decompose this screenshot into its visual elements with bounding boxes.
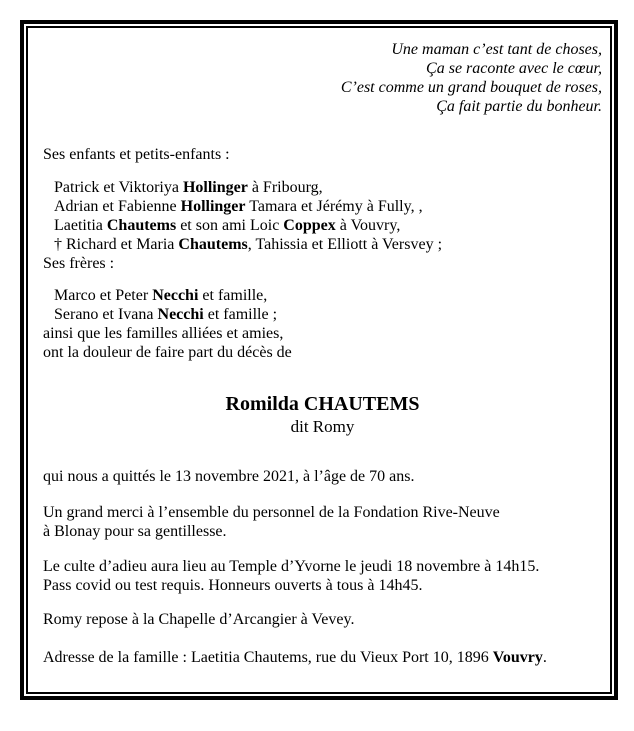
funeral-service-paragraph: [43, 557, 602, 595]
text-segment: Laetitia: [54, 217, 107, 234]
brothers-list: [43, 286, 602, 324]
text-line: à Blonay pour sa gentillesse.: [43, 523, 227, 540]
text-segment: , Tahissia et Elliott à Versvey ;: [247, 236, 443, 253]
text-segment: Serano et Ivana: [54, 306, 158, 323]
deceased-name: Romilda CHAUTEMS: [225, 393, 420, 415]
bold-text-segment: Necchi: [157, 306, 204, 323]
thanks-paragraph: [43, 503, 602, 541]
text-line: [54, 305, 602, 324]
text-segment: et famille ;: [203, 306, 278, 323]
notice-border-frame: [20, 20, 618, 700]
children-section-header: Ses enfants et petits-enfants :: [43, 146, 230, 163]
text-line: [54, 197, 602, 216]
bold-text-segment: Hollinger: [180, 198, 246, 215]
text-line: ont la douleur de faire part du décès de: [43, 344, 292, 361]
closing-statement: [43, 324, 602, 362]
bold-text-segment: Coppex: [283, 217, 336, 234]
text-line: Une maman c’est tant de choses,: [391, 41, 602, 58]
text-segment: Adrian et Fabienne: [54, 198, 181, 215]
brothers-section-header: Ses frères :: [43, 255, 115, 272]
repose-line: Romy repose à la Chapelle d’Arcangier à Vevey.: [43, 611, 355, 628]
text-line: [54, 178, 602, 197]
bold-text-segment: Chautems: [106, 217, 177, 234]
bold-text-segment: Hollinger: [182, 179, 248, 196]
text-line: C’est comme un grand bouquet de roses,: [340, 79, 602, 96]
text-line: Pass covid ou test requis. Honneurs ouverts à tous à 14h45.: [43, 577, 423, 594]
text-segment: Tamara et Jérémy à Fully, ,: [245, 198, 423, 215]
text-line: Un grand merci à l’ensemble du personnel de la Fondation Rive-Neuve: [43, 504, 500, 521]
text-line: Ça fait partie du bonheur.: [436, 98, 602, 115]
memorial-poem: [43, 40, 602, 116]
text-segment: et famille,: [198, 287, 268, 304]
death-date-line: qui nous a quittés le 13 novembre 2021, à l’âge de 70 ans.: [43, 468, 415, 485]
text-line: ainsi que les familles alliées et amies,: [43, 325, 284, 342]
notice-content-area: [26, 26, 612, 694]
text-segment: à Vouvry,: [335, 217, 401, 234]
bold-text-segment: Vouvry: [492, 649, 543, 666]
bold-text-segment: Necchi: [152, 287, 199, 304]
text-segment: à Fribourg,: [247, 179, 323, 196]
text-line: Ça se raconte avec le cœur,: [426, 60, 602, 77]
text-segment: † Richard et Maria: [54, 236, 179, 253]
text-segment: Adresse de la famille : Laetitia Chautems, rue du Vieux Port 10, 1896: [43, 649, 493, 666]
text-line: [54, 216, 602, 235]
children-list: [43, 178, 602, 254]
text-line: [54, 235, 602, 254]
text-segment: et son ami Loic: [176, 217, 284, 234]
deceased-alias: dit Romy: [290, 417, 355, 436]
family-address-line: [43, 648, 602, 667]
text-segment: .: [542, 649, 547, 666]
text-line: [54, 286, 602, 305]
text-segment: Patrick et Viktoriya: [54, 179, 183, 196]
text-line: Le culte d’adieu aura lieu au Temple d’Yvorne le jeudi 18 novembre à 14h15.: [43, 558, 540, 575]
text-segment: Marco et Peter: [54, 287, 153, 304]
bold-text-segment: Chautems: [178, 236, 248, 253]
